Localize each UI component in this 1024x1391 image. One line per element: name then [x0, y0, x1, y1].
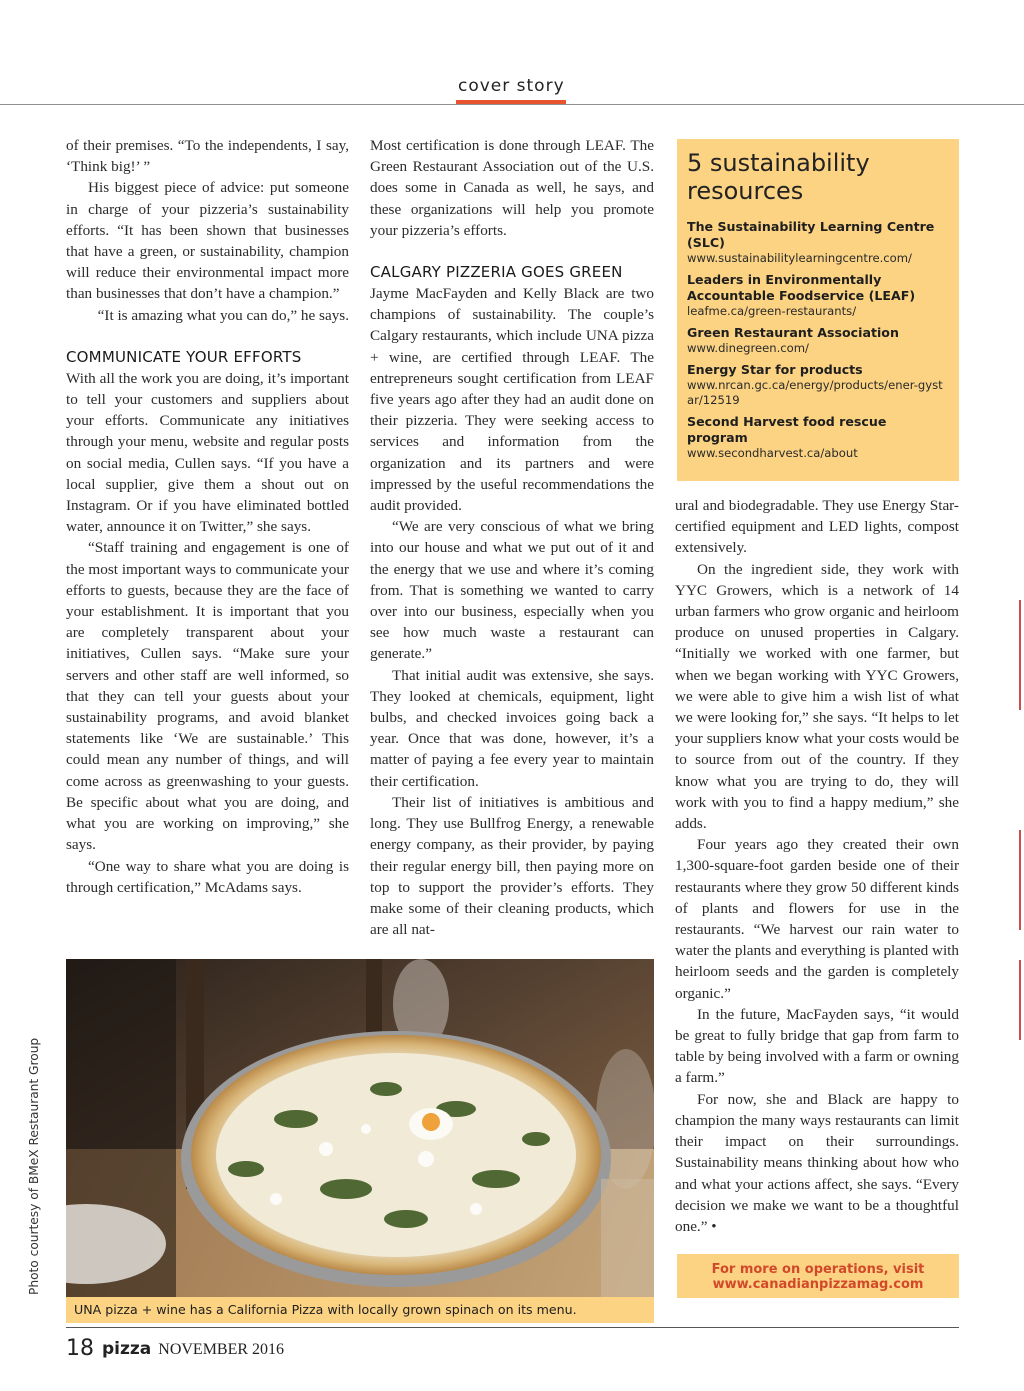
paragraph: His biggest piece of advice: put someone in charge of your pizzeria’s sustainability efforts. “It has been shown that businesses that have a green, or sustainability, champion will reduce their environmental impact more than businesses that don’t have a champion.” — [66, 179, 349, 303]
paragraph: For now, she and Black are happy to champion the many ways restaurants can limit their impact on their surroundings. Sustainability means thinking about how who and what your actions affect, she says. “Every decision we make we want to be a thoughtful one.” • — [675, 1090, 959, 1235]
resource-item — [687, 325, 949, 356]
page-edge-mark — [1019, 960, 1021, 1040]
resource-url[interactable]: www.secondharvest.ca/about — [687, 446, 858, 460]
page-edge-mark — [1019, 830, 1021, 930]
paragraph: “We are very conscious of what we bring into our house and what we put out of it and the energy that we use and where it’s coming from. That is something we wanted to carry over into our business, especially when you see how much waste a restaurant can generate.” — [370, 518, 654, 663]
resource-item — [687, 362, 949, 408]
section-label: cover story — [458, 76, 565, 96]
article-column-2 — [370, 135, 654, 940]
promo-box — [677, 1254, 959, 1298]
subheading: CALGARY PIZZERIA GOES GREEN — [370, 263, 623, 282]
resource-item — [687, 414, 949, 461]
paragraph: Most certification is done through LEAF. The Green Restaurant Association out of the U.S. does some in Canada as well, he says, and these organizations will help you promote your pizzeria’s efforts. — [370, 137, 654, 239]
resource-name: Energy Star for products — [687, 362, 863, 377]
resource-url[interactable]: www.nrcan.gc.ca/energy/products/ener-gystar/12519 — [687, 378, 943, 407]
paragraph: Their list of initiatives is ambitious and long. They use Bullfrog Energy, a renewable energy company, as their provider, by paying their regular energy bill, then paying more on top to support the provider’s efforts. They make some of their cleaning products, which are all nat- — [370, 793, 654, 939]
subheading: COMMUNICATE YOUR EFFORTS — [66, 347, 302, 366]
header-rule — [0, 104, 1024, 105]
section-underline — [456, 100, 566, 104]
paragraph: In the future, MacFayden says, “it would be great to fully bridge that gap from farm to table by being involved with a farm or owning a farm.” — [675, 1005, 959, 1087]
article-column-3 — [675, 495, 959, 1237]
paragraph: ural and biodegradable. They use Energy Star-certified equipment and LED lights, compost extensively. — [675, 497, 959, 557]
promo-link[interactable]: www.canadianpizzamag.com — [712, 1277, 924, 1292]
paragraph: Four years ago they created their own 1,300-square-foot garden beside one of their restaurants where they grow 50 different kinds of plants and flowers for use in the restaurants. “We harvest our rain water to water the plants and everything is planted with heirloom seeds and the garden is completely organic.” — [675, 836, 959, 1002]
sidebar-title: 5 sustainability resources — [687, 149, 870, 205]
paragraph: With all the work you are doing, it’s important to tell your customers and suppliers about your efforts. Communicate any initiatives through your menu, website and regular posts on social media, Cullen says. “If you have a local supplier, give them a shout out on Instagram. Or if you have eliminated bottled water, announce it on Twitter,” she says. — [66, 369, 349, 536]
resource-name: Leaders in Environmentally Accountable Foodservice (LEAF) — [687, 272, 916, 303]
resource-url[interactable]: www.sustainabilitylearningcentre.com/ — [687, 251, 912, 265]
resource-name: Second Harvest food rescue program — [687, 414, 887, 445]
pizza-photo — [66, 959, 654, 1297]
paragraph: of their premises. “To the independents, I say, ‘Think big!’ ” — [66, 137, 349, 176]
pizza-photo-illustration — [66, 959, 654, 1297]
paragraph: Jayme MacFayden and Kelly Black are two champions of sustainability. The couple’s Calgary restaurants, which include UNA pizza + wine, are certified through LEAF. The entrepreneurs sought certification from LEAF five years ago after they had an audit done on their pizzeria. They were seeking access to services and information from the organization and its partners and were impressed by the useful recommendations the audit provided. — [370, 285, 654, 515]
page-number: 18 — [66, 1336, 94, 1361]
resource-item — [687, 219, 949, 266]
page-edge-mark — [1019, 600, 1021, 710]
resource-name: The Sustainability Learning Centre (SLC) — [687, 219, 935, 250]
paragraph: “It is amazing what you can do,” he says. — [97, 306, 349, 324]
issue-date: NOVEMBER 2016 — [158, 1341, 285, 1358]
paragraph: That initial audit was extensive, she says. They looked at chemicals, equipment, light bulbs, and checked invoices going back a year. Once that was done, however, it’s a matter of paying a fee every year to maintain their certification. — [370, 666, 654, 790]
promo-text: For more on operations, visit — [711, 1262, 925, 1277]
photo-credit: Photo courtesy of BMeX Restaurant Group — [27, 1037, 41, 1295]
photo-caption: UNA pizza + wine has a California Pizza with locally grown spinach on its menu. — [66, 1297, 654, 1323]
article-column-1 — [66, 135, 349, 898]
footer-rule — [66, 1327, 959, 1328]
magazine-name: pizza — [102, 1339, 152, 1359]
paragraph: On the ingredient side, they work with YYC Growers, which is a network of 14 urban farmers who grow organic and heirloom produce on unused properties in Calgary. “Initially we worked with one farmer, but when we began working with YYC Growers, we were able to give him a wish list of what we were looking for,” she says. “It helps to let your suppliers know what your costs would be to source from out of the country. If they know what you are trying to do, they will work with you to find a happy medium,” she adds. — [675, 560, 959, 833]
resource-url[interactable]: leafme.ca/green-restaurants/ — [687, 304, 857, 318]
paragraph: “Staff training and engagement is one of the most important ways to communicate your efforts to guests, because they are the face of your establishment. It is important that you are completely transparent about your initiatives, Cullen says. “Make sure your servers and other staff are well informed, so that they can tell your guests about your sustainability programs, and avoid blanket statements like ‘We are sustainable.’ This could mean any number of things, and will come across as greenwashing to your guests. Be specific about what you are doing, and what you are working on improving,” she says. — [66, 539, 349, 854]
page-folio — [66, 1336, 284, 1361]
resources-sidebar — [677, 139, 959, 481]
resource-item — [687, 272, 949, 319]
resource-name: Green Restaurant Association — [687, 325, 899, 340]
resource-url[interactable]: www.dinegreen.com/ — [687, 341, 809, 355]
paragraph: “One way to share what you are doing is through certification,” McAdams says. — [66, 857, 349, 896]
